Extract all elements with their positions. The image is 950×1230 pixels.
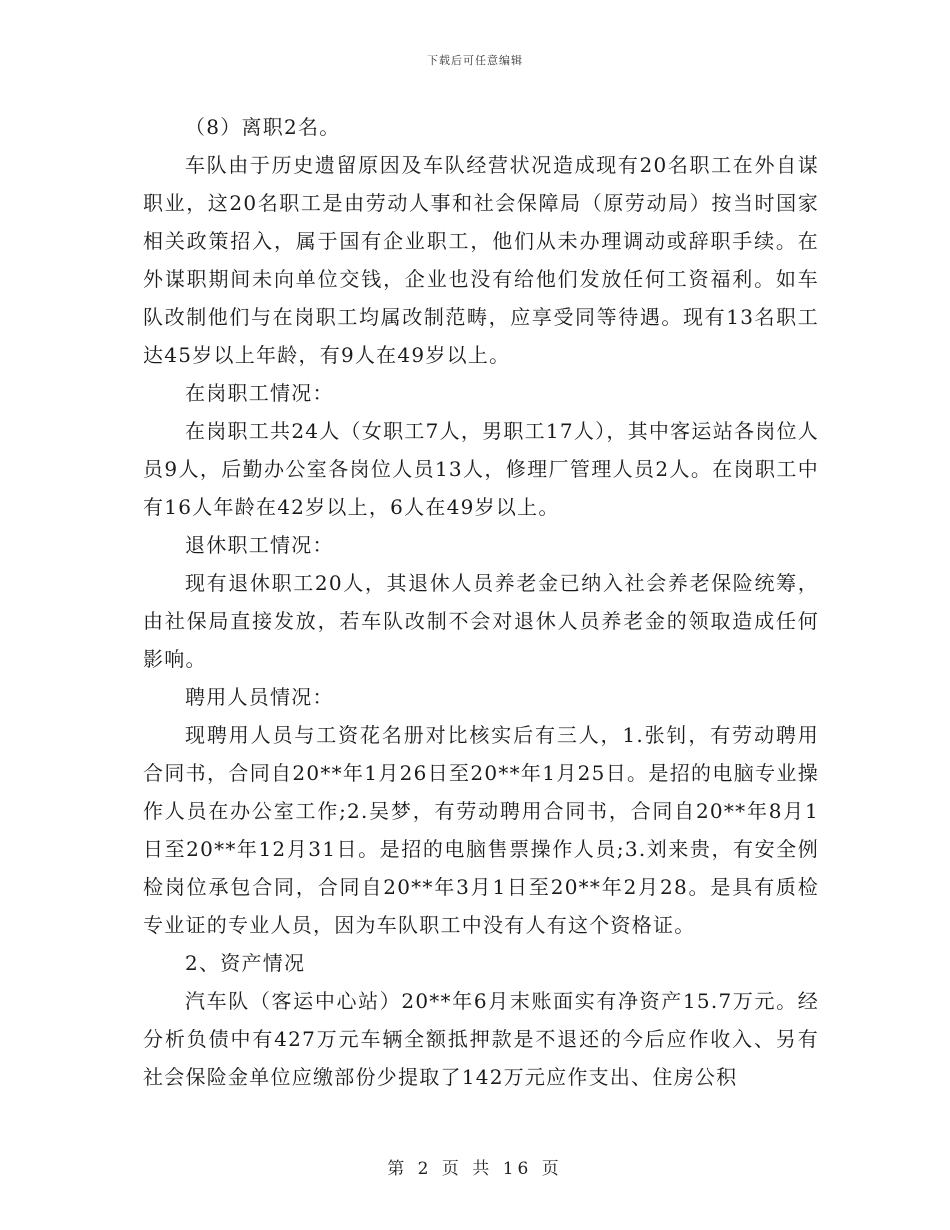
paragraph-resigned: （8）离职2名。 [185, 115, 341, 139]
header-note: 下载后可任意编辑 [427, 54, 523, 67]
body-text [143, 108, 819, 1096]
paragraph-external-employment: 车队由于历史遗留原因及车队经营状况造成现有20名职工在外自谋职业，这20名职工是由劳动人事和社会保障局（原劳动局）按当时国家相关政策招入，属于国有企业职工，他们从未办理调动或辞职手续。在外谋职期间未向单位交钱，企业也没有给他们发放任何工资福利。如车队改制他们与在岗职工均属改制范畴，应享受同等待遇。现有13名职工达45岁以上年龄，有9人在49岁以上。 [143, 153, 819, 367]
heading-contract-staff: 聘用人员情况： [185, 685, 334, 709]
paragraph-assets: 汽车队（客运中心站）20**年6月末账面实有净资产15.7万元。经分析负债中有427万元车辆全额抵押款是不退还的今后应作收入、另有社会保险金单位应缴部份少提取了142万元应作支出、住房公积 [143, 989, 819, 1089]
page-number-footer: 第 2 页 共 16 页 [387, 1159, 563, 1179]
heading-assets: 2、资产情况 [185, 951, 306, 975]
heading-active-staff: 在岗职工情况： [185, 381, 334, 405]
paragraph-retired-staff: 现有退休职工20人，其退休人员养老金已纳入社会养老保险统筹，由社保局直接发放，若车队改制不会对退休人员养老金的领取造成任何影响。 [143, 571, 819, 671]
paragraph-contract-staff: 现聘用人员与工资花名册对比核实后有三人，1.张钊，有劳动聘用合同书，合同自20**年1月26日至20**年1月25日。是招的电脑专业操作人员在办公室工作;2.吴梦，有劳动聘用合同书，合同自20**年8月1日至20**年12月31日。是招的电脑售票操作人员;3.刘来贵，有安全例检岗位承包合同，合同自20**年3月1日至20**年2月28。是具有质检专业证的专业人员，因为车队职工中没有人有这个资格证。 [143, 723, 819, 937]
paragraph-active-staff: 在岗职工共24人（女职工7人，男职工17人），其中客运站各岗位人员9人，后勤办公室各岗位人员13人，修理厂管理人员2人。在岗职工中有16人年龄在42岁以上，6人在49岁以上。 [143, 419, 819, 519]
heading-retired-staff: 退休职工情况： [185, 533, 334, 557]
